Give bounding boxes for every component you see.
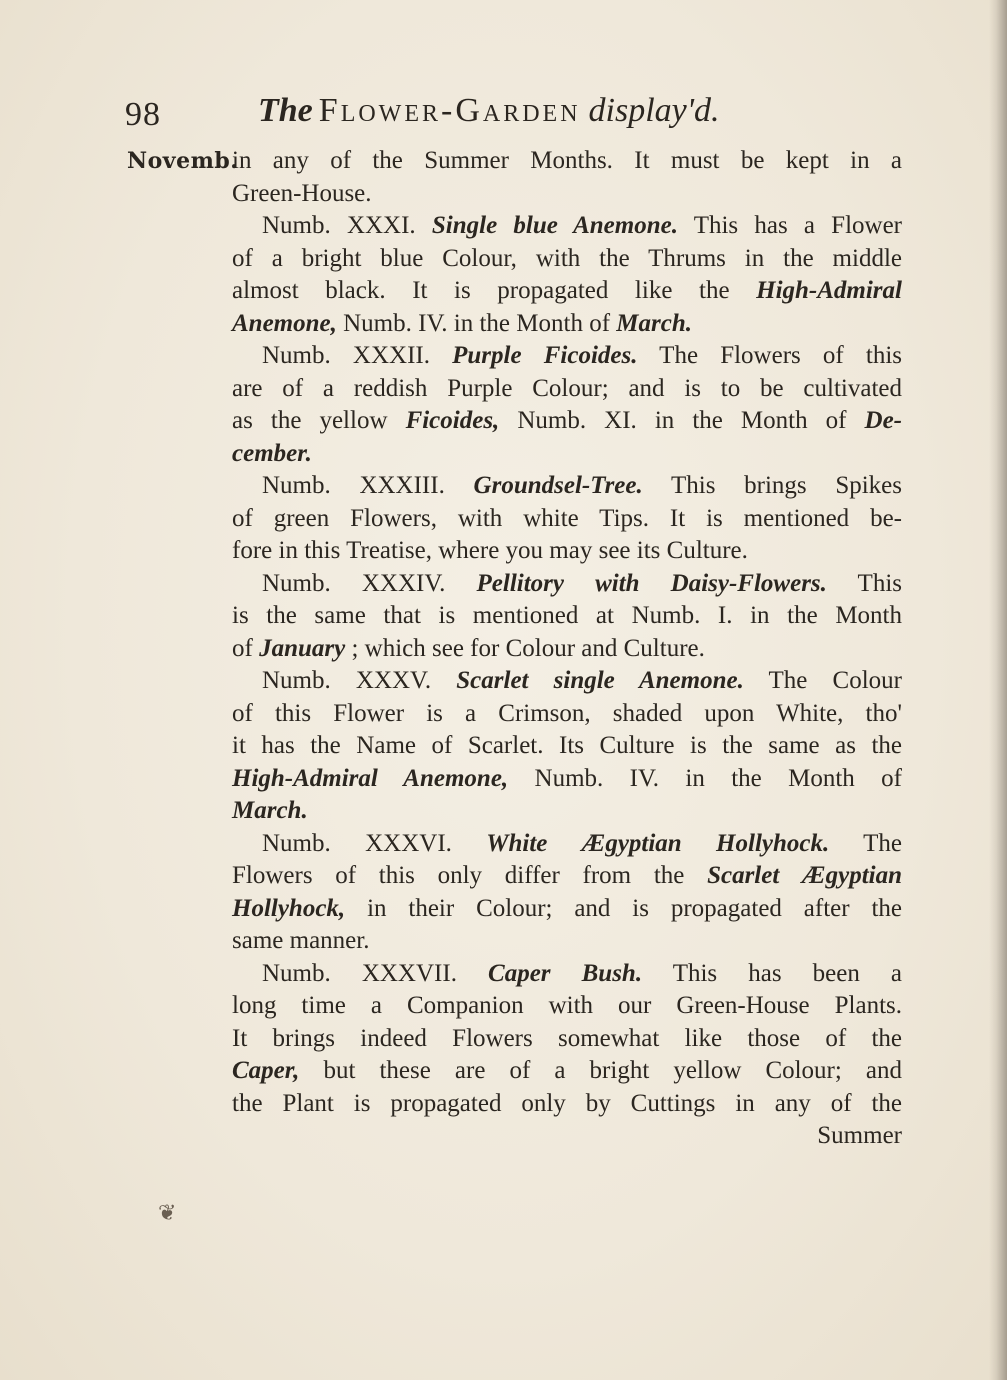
text-line <box>232 535 902 568</box>
italic-term: White Ægyptian Hollyhock. <box>486 829 830 857</box>
text-line <box>232 1088 902 1121</box>
text-line <box>232 893 902 926</box>
text-line <box>232 470 902 503</box>
page-edge-shadow <box>989 0 1007 1380</box>
text-run: the Plant is propagated only by Cuttings in any of the <box>232 1089 902 1117</box>
text-line <box>232 730 902 763</box>
italic-term: Anemone, <box>232 309 337 337</box>
text-run: almost black. It is propagated like the <box>232 277 757 304</box>
margin-note-month: Novemb. <box>127 148 239 174</box>
text-line <box>232 438 902 471</box>
text-run: Flowers of this only differ from the <box>232 862 708 889</box>
text-run: Numb. XXXVII. <box>262 959 489 987</box>
text-run: it has the Name of Scarlet. Its Culture is the same as the <box>232 732 902 759</box>
italic-term: Single blue Anemone. <box>431 212 678 239</box>
text-line <box>232 275 902 308</box>
text-line <box>232 1023 902 1056</box>
running-title-end: display'd. <box>588 92 720 129</box>
text-run: of green Flowers, with white Tips. It is mentioned be- <box>232 504 902 532</box>
text-line <box>232 568 902 601</box>
italic-term: Scarlet single Anemone. <box>456 667 744 694</box>
italic-term: Caper Bush. <box>488 959 643 987</box>
italic-term: Hollyhock, <box>232 894 346 922</box>
italic-term: High-Admiral <box>756 277 902 304</box>
text-run: Summer <box>817 1122 902 1149</box>
text-run: Numb. XXXV. <box>262 667 457 694</box>
text-line <box>232 373 902 406</box>
text-run: Green-House. <box>232 179 372 207</box>
text-run: The Colour <box>743 667 902 694</box>
text-line <box>232 243 902 276</box>
text-run: in any of the Summer Months. It must be kept in a <box>232 147 902 174</box>
italic-term: De- <box>864 407 902 434</box>
text-run: Numb. XXXIV. <box>262 569 477 597</box>
text-run: are of a reddish Purple Colour; and is to be cultivated <box>232 374 902 402</box>
text-run: Numb. XXXIII. <box>262 472 474 499</box>
text-line <box>232 990 902 1023</box>
italic-term: January <box>259 634 346 662</box>
text-run: The <box>829 829 903 857</box>
text-run: Numb. XXXII. <box>262 342 453 369</box>
italic-term: Purple Ficoides. <box>452 342 638 369</box>
text-line <box>232 145 902 178</box>
text-run: fore in this Treatise, where you may see its Culture. <box>232 537 748 564</box>
text-line <box>232 795 902 828</box>
running-title <box>258 92 720 130</box>
text-run: Numb. XXXVI. <box>262 829 487 857</box>
text-line <box>232 308 902 341</box>
text-run: This has been a <box>642 959 902 987</box>
text-run: This brings Spikes <box>642 472 903 499</box>
text-line <box>232 698 902 731</box>
italic-term: Scarlet Ægyptian <box>707 862 902 889</box>
text-line <box>232 860 902 893</box>
running-header <box>125 92 905 140</box>
text-run: Numb. IV. in the Month of <box>336 309 617 337</box>
text-run: in their Colour; and is propagated after the <box>345 894 902 922</box>
italic-term: High-Admiral Anemone, <box>232 764 509 792</box>
text-run: This has a Flower <box>677 212 902 239</box>
text-line <box>232 503 902 536</box>
text-line <box>232 340 902 373</box>
italic-term: Groundsel-Tree. <box>473 472 643 499</box>
italic-term: March. <box>232 797 308 824</box>
text-run: but these are of a bright yellow Colour; and <box>299 1057 902 1084</box>
text-run: Numb. IV. in the Month of <box>508 764 902 792</box>
text-run: of <box>232 634 260 662</box>
italic-term: cember. <box>232 439 312 467</box>
italic-term: March. <box>616 309 692 337</box>
text-line <box>232 828 902 861</box>
text-line <box>232 210 902 243</box>
text-line <box>232 763 902 796</box>
body-text <box>232 145 902 1153</box>
text-line <box>232 405 902 438</box>
running-title-the: The <box>258 92 313 129</box>
text-run: is the same that is mentioned at Numb. I. in the Month <box>232 602 902 629</box>
italic-term: Ficoides, <box>405 407 500 434</box>
text-run: The Flowers of this <box>637 342 902 369</box>
text-line <box>232 1120 902 1153</box>
text-run: This <box>826 569 902 597</box>
text-run: of this Flower is a Crimson, shaded upon White, tho' <box>232 699 902 727</box>
text-run: Numb. XI. in the Month of <box>499 407 865 434</box>
text-run: long time a Companion with our Green-House Plants. <box>232 992 902 1019</box>
text-line <box>232 178 902 211</box>
text-run: Numb. XXXI. <box>262 212 432 239</box>
text-line <box>232 600 902 633</box>
italic-term: Pellitory with Daisy-Flowers. <box>476 569 827 597</box>
text-line <box>232 958 902 991</box>
text-run: ; which see for Colour and Culture. <box>345 634 705 662</box>
text-run: same manner. <box>232 927 370 954</box>
text-run: of a bright blue Colour, with the Thrums in the middle <box>232 244 902 272</box>
text-run: as the yellow <box>232 407 406 434</box>
text-line <box>232 1055 902 1088</box>
text-line <box>232 633 902 666</box>
text-line <box>232 665 902 698</box>
text-line <box>232 925 902 958</box>
running-title-main: Flower-Garden <box>318 92 581 129</box>
italic-term: Caper, <box>232 1057 300 1084</box>
text-run: It brings indeed Flowers somewhat like those of the <box>232 1024 902 1052</box>
page-number: 98 <box>125 96 161 133</box>
ink-mark-ornament: ❦ <box>158 1200 177 1225</box>
